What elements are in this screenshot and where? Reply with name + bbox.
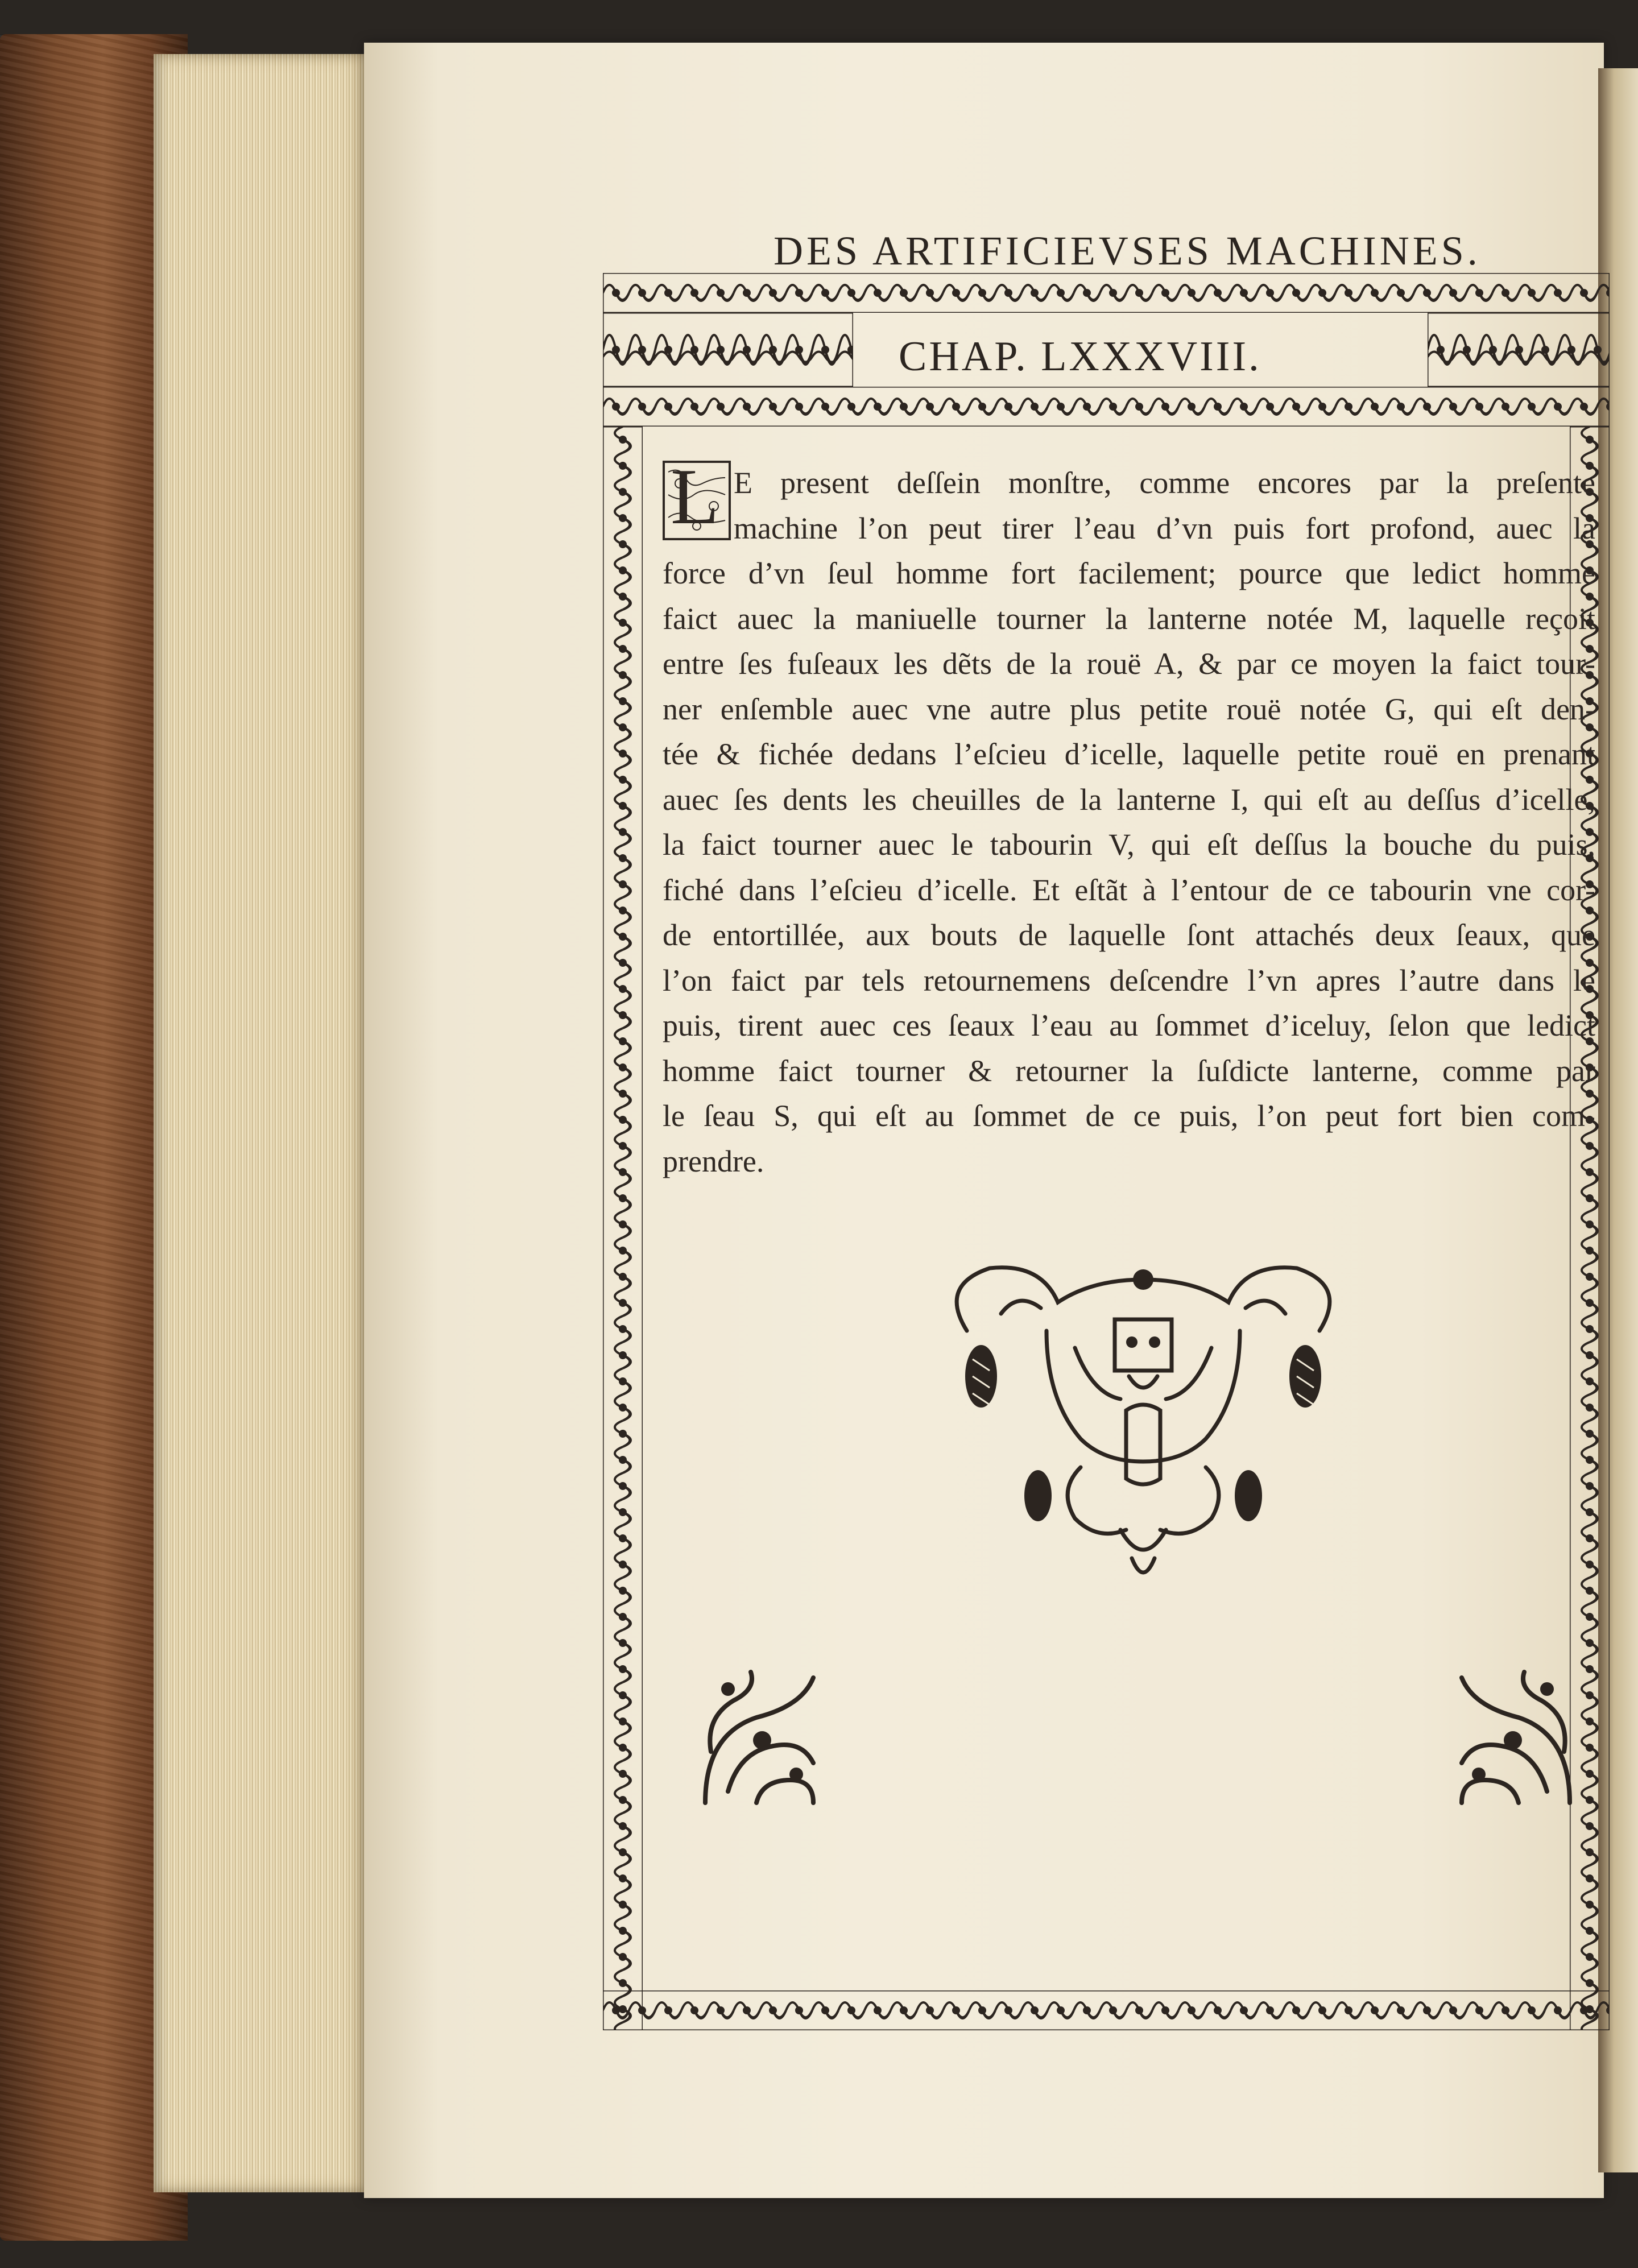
body-line: ner enſemble auec vne autre plus petite rouë notée G, qui eſt den- bbox=[663, 692, 1595, 726]
body-line: le ſeau S, qui eſt au ſommet de ce puis, l’on peut fort bien com- bbox=[663, 1099, 1595, 1133]
drop-cap-letter: L bbox=[671, 453, 719, 541]
chapter-heading: CHAP. LXXXVIII. bbox=[899, 333, 1261, 380]
woodcut-border-pattern-icon bbox=[603, 1990, 1610, 2030]
heading-left-block bbox=[603, 313, 853, 387]
acanthus-corner-ornament-icon bbox=[1450, 1666, 1581, 1814]
body-line: machine l’on peut tirer l’eau d’vn puis fort profond, auec la bbox=[734, 511, 1595, 545]
body-line: faict auec la maniuelle tourner la lanterne notée M, laquelle reçoit bbox=[663, 601, 1595, 636]
running-head: DES ARTIFICIEVSES MACHINES. bbox=[774, 228, 1481, 274]
woodcut-border-pattern-icon bbox=[603, 273, 1610, 313]
body-line: de entortillée, aux bouts de laquelle ſont attachés deux ſeaux, que bbox=[663, 918, 1595, 952]
body-line: tée & fichée dedans l’eſcieu d’icelle, laquelle petite rouë en prenant bbox=[663, 737, 1595, 771]
heading-right-block bbox=[1428, 313, 1610, 387]
bottom-border-band bbox=[603, 1990, 1610, 2030]
woodcut-border-pattern-icon bbox=[603, 387, 1610, 427]
body-line: E present deſſein monſtre, comme encores par la preſente bbox=[734, 466, 1595, 500]
woodcut-border-pattern-icon bbox=[603, 427, 643, 2030]
top-border-band bbox=[603, 273, 1610, 313]
body-line: puis, tirent auec ces ſeaux l’eau au ſommet d’iceluy, ſelon que ledict bbox=[663, 1008, 1595, 1042]
acanthus-corner-ornament-icon bbox=[694, 1666, 825, 1814]
left-border-band bbox=[603, 427, 643, 2030]
body-line: prendre. bbox=[663, 1144, 764, 1178]
body-line: la faict tourner auec le tabourin V, qui eſt deſſus la bouche du puis, bbox=[663, 827, 1595, 862]
body-line: entre ſes fuſeaux les dẽts de la rouë A, & par ce moyen la faict tour- bbox=[663, 647, 1595, 681]
heading-border-band bbox=[603, 387, 1610, 427]
body-line: l’on faict par tels retournemens deſcendre l’vn apres l’autre dans le bbox=[663, 963, 1595, 998]
woodcut-border-pattern-icon bbox=[603, 313, 853, 387]
grotesque-mask-ornament-icon bbox=[933, 1263, 1354, 1598]
page-edges bbox=[154, 54, 370, 2192]
body-line: fiché dans l’eſcieu d’icelle. Et eſtãt à l’entour de ce tabourin vne cor- bbox=[663, 872, 1595, 907]
body-line: auec ſes dents les cheuilles de la lanterne I, qui eſt au deſſus d’icelle, bbox=[663, 782, 1595, 817]
woodcut-border-pattern-icon bbox=[1428, 313, 1610, 387]
chapter-body-text bbox=[663, 461, 1595, 1184]
body-line: homme faict tourner & retourner la ſuſdicte lanterne, comme par bbox=[663, 1053, 1595, 1088]
body-line: force d’vn ſeul homme fort facilement; pource que ledict homme bbox=[663, 556, 1595, 590]
